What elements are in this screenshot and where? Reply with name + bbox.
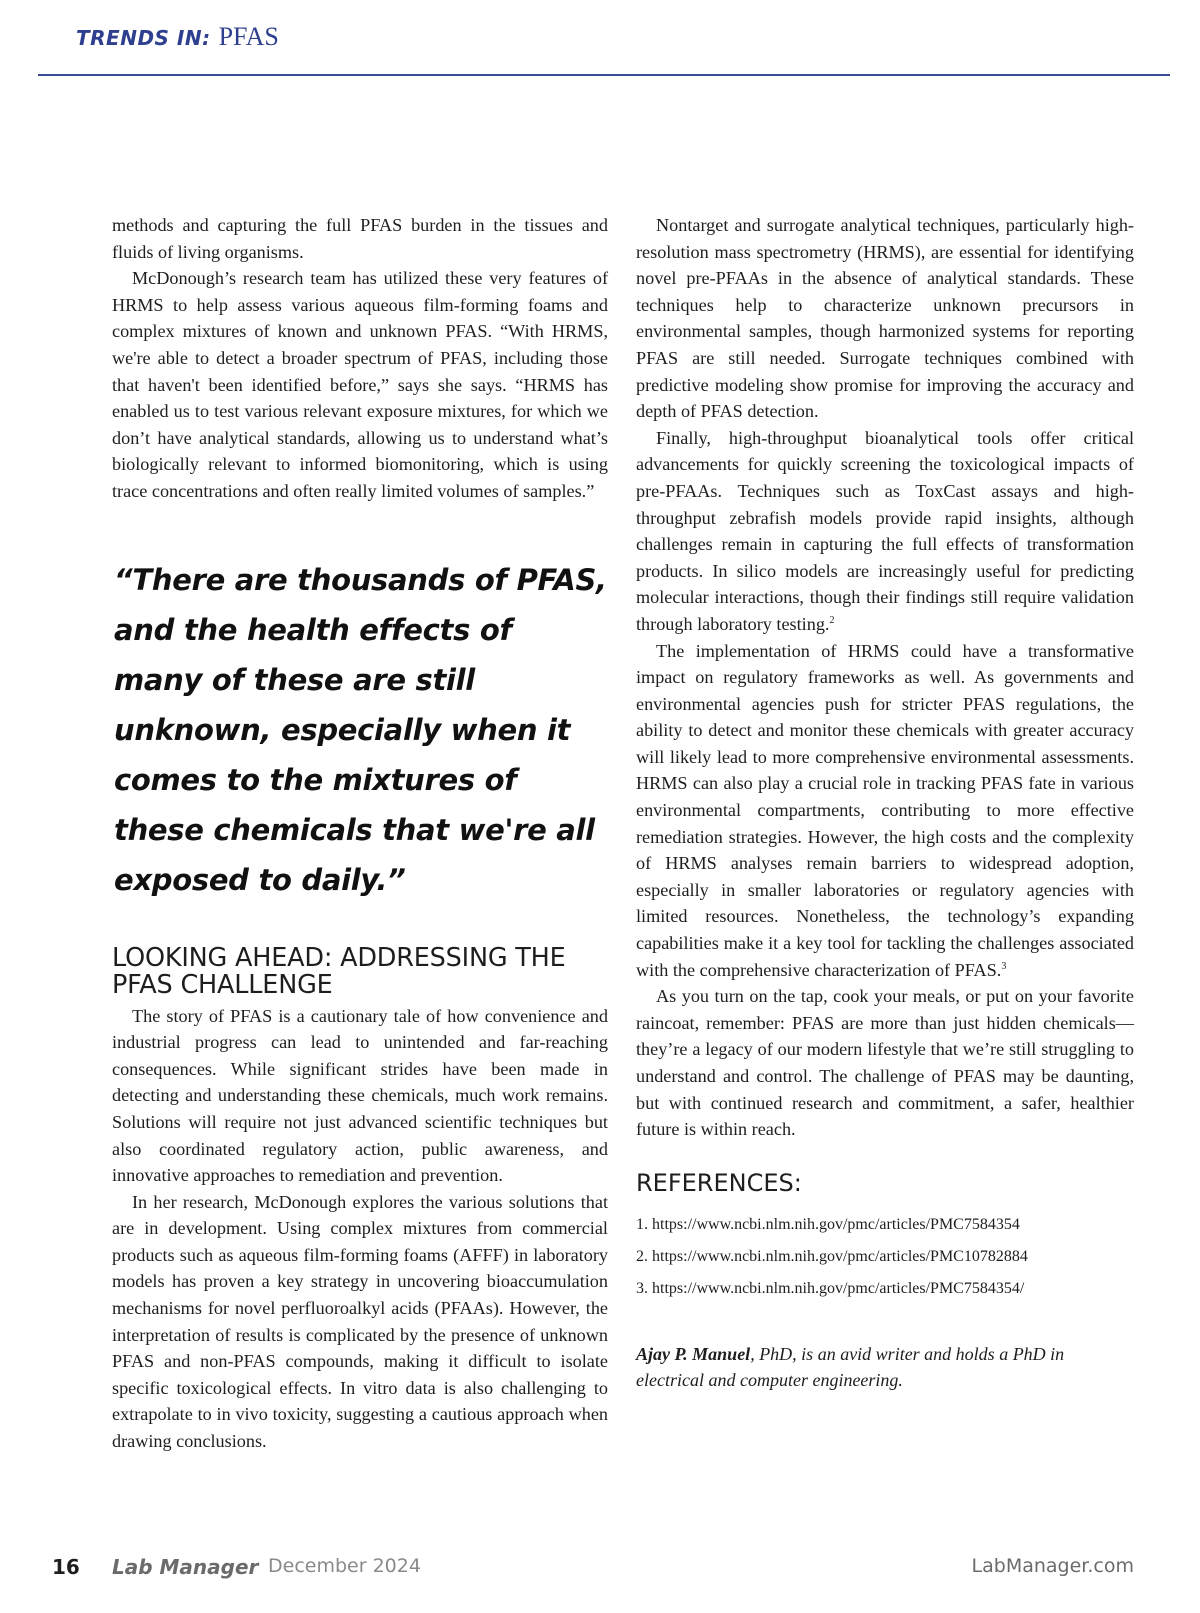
issue-date: December 2024 [268, 1555, 421, 1577]
references-heading: REFERENCES: [636, 1168, 802, 1197]
paragraph [636, 638, 1134, 984]
paragraph: McDonough’s research team has utilized these very features of HRMS to help assess various aqueous film-forming foams and complex mixtures of known and unknown PFAS. “With HRMS, we're able to detect a broader spectrum of PFAS, including those that haven't been identified before,” says she says. “HRMS has enabled us to test various relevant exposure mixtures, for which we don’t have analytical standards, allowing us to understand what’s biologically relevant to informed biomonitoring, which is using trace concentrations and often really limited volumes of samples.” [112, 268, 608, 501]
author-bio-text: , PhD, is an avid writer and holds a PhD in electrical and computer engineering. [636, 1343, 1065, 1390]
author-bio [636, 1341, 1134, 1393]
paragraph: In her research, McDonough explores the various solutions that are in development. Using complex mixtures from commercial products such as aqueous film-forming foams (AFFF) in laboratory models has proven a key strategy in uncovering bioaccumulation mechanisms for novel perfluoroalkyl acids (PFAAs). However, the interpretation of results is complicated by the presence of unknown PFAS and non-PFAS compounds, making it difficult to isolate specific toxicological effects. In vitro data is also challenging to extrapolate to in vivo toxicity, suggesting a cautious approach when drawing conclusions. [112, 1191, 608, 1452]
paragraph-text: Finally, high-throughput bioanalytical tools offer critical advancements for quickly screening the toxicological impacts of pre-PFAAs. Techniques such as ToxCast assays and high-throughput zebrafish models provide rapid insights, although challenges remain in capturing the full effects of transformation products. In silico models are increasingly useful for predicting molecular interactions, though their findings still require validation through laboratory testing. [636, 427, 1134, 634]
footnote-ref: 2 [829, 614, 835, 626]
website-link[interactable]: LabManager.com [971, 1555, 1134, 1577]
paragraph: methods and capturing the full PFAS burden in the tissues and fluids of living organisms. [112, 215, 608, 262]
paragraph: Nontarget and surrogate analytical techniques, particularly high-resolution mass spectrometry (HRMS), are essential for identifying novel pre-PFAAs in the absence of analytical standards. These techniques help to characterize unknown precursors in environmental samples, though harmonized systems for reporting PFAS are still needed. Surrogate techniques combined with predictive modeling show promise for improving the accuracy and depth of PFAS detection. [636, 215, 1134, 422]
page-header [76, 22, 279, 54]
reference-item[interactable]: 1. https://www.ncbi.nlm.nih.gov/pmc/articles/PMC7584354 [636, 1215, 1020, 1233]
section-kicker: TRENDS IN: [76, 26, 211, 50]
reference-item[interactable]: 3. https://www.ncbi.nlm.nih.gov/pmc/articles/PMC7584354/ [636, 1279, 1025, 1297]
paragraph: As you turn on the tap, cook your meals, or put on your favorite raincoat, remember: PFAS are more than just hidden chemicals—they’re a legacy of our modern lifestyle that we’re still struggling to understand and control. The challenge of PFAS may be daunting, but with continued research and commitment, a safer, healthier future is within reach. [636, 986, 1134, 1140]
section-heading: LOOKING AHEAD: ADDRESSING THE PFAS CHALLENGE [112, 942, 566, 1000]
right-column [636, 212, 1134, 1393]
paragraph-text: The implementation of HRMS could have a transformative impact on regulatory frameworks as well. As governments and environmental agencies push for stricter PFAS regulations, the ability to detect and monitor these chemicals with greater accuracy will likely lead to more comprehensive environmental assessments. HRMS can also play a crucial role in tracking PFAS fate in various environmental compartments, contributing to more effective remediation strategies. However, the high costs and the complexity of HRMS analyses remain barriers to widespread adoption, especially in smaller laboratories or regulatory agencies with limited resources. Nonetheless, the technology’s expanding capabilities make it a key tool for tackling the challenges associated with the comprehensive characterization of PFAS. [636, 640, 1134, 980]
paragraph: The story of PFAS is a cautionary tale of how convenience and industrial progress can lead to unintended and far-reaching consequences. While significant strides have been made in detecting and understanding these chemicals, much work remains. Solutions will require not just advanced scientific techniques but also coordinated regulatory action, public awareness, and innovative approaches to remediation and prevention. [112, 1005, 608, 1186]
paragraph [636, 425, 1134, 638]
left-column [112, 212, 608, 1455]
reference-item[interactable]: 2. https://www.ncbi.nlm.nih.gov/pmc/articles/PMC10782884 [636, 1247, 1028, 1265]
page-footer [0, 1555, 1200, 1585]
magazine-brand: Lab Manager [112, 1555, 259, 1579]
author-name: Ajay P. Manuel [636, 1343, 751, 1364]
page-number: 16 [52, 1555, 80, 1579]
pull-quote: “There are thousands of PFAS, and the health effects of many of these are still unknown, especially when it comes to the mixtures of these chemicals that we're all exposed to daily.” [114, 562, 607, 897]
header-divider [38, 74, 1170, 76]
references-list [636, 1209, 1134, 1305]
section-topic: PFAS [218, 22, 279, 51]
footnote-ref: 3 [1001, 960, 1007, 972]
